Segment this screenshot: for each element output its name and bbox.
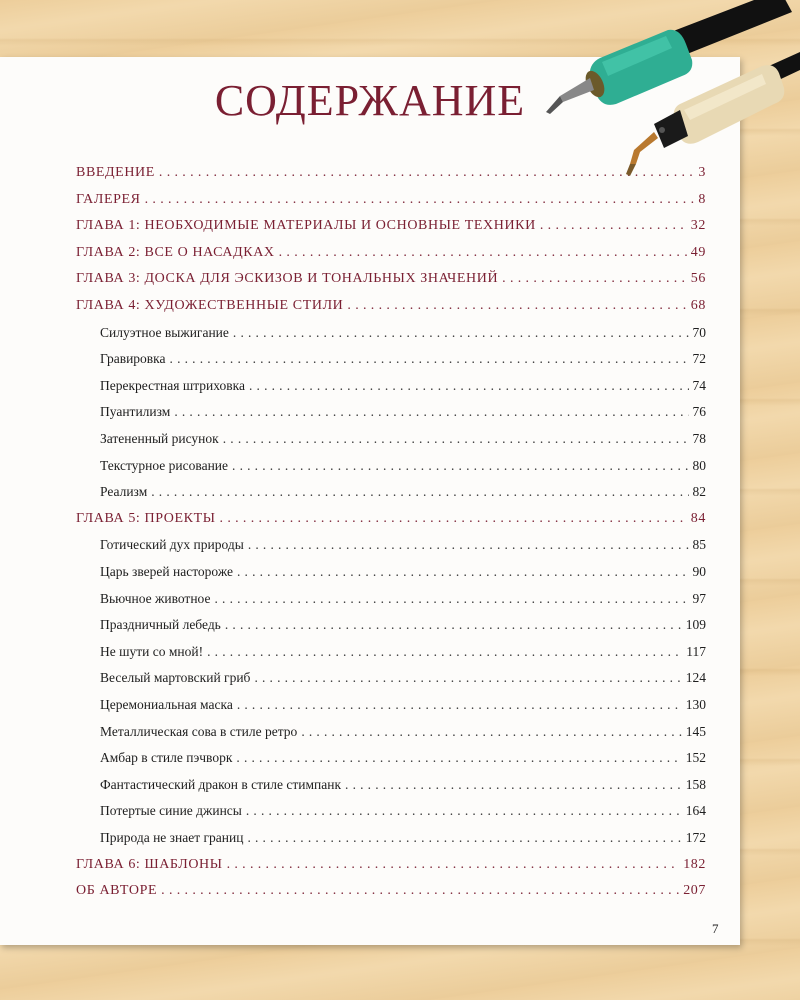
toc-entry-page: 80 bbox=[692, 457, 706, 473]
toc-entry-page: 117 bbox=[686, 643, 706, 659]
toc-section-entry[interactable] bbox=[100, 322, 706, 344]
dot-leader bbox=[214, 588, 688, 610]
toc-entry-page: 74 bbox=[692, 377, 706, 393]
toc-section-entry[interactable] bbox=[100, 614, 706, 636]
toc-entry-label: Металлическая сова в стиле ретро bbox=[100, 723, 298, 739]
toc-entry-label: Церемониальная маска bbox=[100, 697, 233, 712]
toc-entry-label: Царь зверей настороже bbox=[100, 564, 233, 579]
toc-entry-label: Потертые синие джинсы bbox=[100, 803, 242, 819]
toc-section-entry[interactable] bbox=[100, 800, 706, 822]
toc-entry-label: Текстурное рисование bbox=[100, 457, 229, 473]
dot-leader bbox=[347, 295, 686, 317]
toc-entry-label: ГЛАВА 4: ХУДОЖЕСТВЕННЫЕ СТИЛИ bbox=[76, 298, 344, 313]
toc-chapter-entry[interactable] bbox=[76, 242, 706, 264]
toc-entry-page: 90 bbox=[692, 564, 706, 579]
toc-entry-label: Фантастический дракон в стиле стимпанк bbox=[100, 776, 342, 792]
dot-leader bbox=[151, 481, 688, 503]
toc-entry-page: 3 bbox=[698, 165, 706, 180]
dot-leader bbox=[220, 508, 687, 530]
toc-section-entry[interactable] bbox=[100, 747, 706, 769]
toc-section-entry[interactable] bbox=[100, 588, 706, 610]
page-number: 7 bbox=[712, 921, 719, 936]
page-title: СОДЕРЖАНИЕ bbox=[214, 76, 526, 125]
toc-section-entry[interactable] bbox=[100, 667, 706, 689]
toc-entry-page: 152 bbox=[685, 750, 706, 766]
toc-entry-page: 70 bbox=[692, 324, 706, 340]
toc-entry-label: Затененный рисунок bbox=[100, 431, 219, 446]
toc-entry-page: 82 bbox=[692, 484, 706, 500]
toc-entry-label: Не шути со мной! bbox=[100, 643, 204, 659]
toc-entry-label: Природа не знает границ bbox=[100, 830, 244, 845]
toc-entry-page: 172 bbox=[685, 830, 706, 845]
toc-entry-label: ВВЕДЕНИЕ bbox=[76, 165, 155, 180]
toc-section-entry[interactable] bbox=[100, 827, 706, 849]
dot-leader bbox=[540, 215, 687, 237]
dot-leader bbox=[301, 721, 681, 743]
toc-section-entry[interactable] bbox=[100, 641, 706, 663]
toc-entry-page: 32 bbox=[690, 218, 706, 234]
dot-leader bbox=[247, 827, 681, 849]
toc-entry-label: ОБ АВТОРЕ bbox=[76, 883, 158, 899]
toc-entry-page: 130 bbox=[685, 697, 706, 712]
toc-entry-page: 182 bbox=[683, 856, 706, 872]
toc-entry-label: ГЛАВА 2: ВСЕ О НАСАДКАХ bbox=[76, 244, 275, 260]
dot-leader bbox=[237, 694, 682, 716]
toc-entry-page: 76 bbox=[692, 404, 706, 420]
woodburning-pens-illustration bbox=[530, 0, 800, 180]
toc-entry-label: Гравировка bbox=[100, 351, 166, 367]
toc-entry-page: 56 bbox=[690, 271, 706, 287]
dot-leader bbox=[170, 348, 689, 370]
toc-section-entry[interactable] bbox=[100, 348, 706, 370]
toc-entry-page: 68 bbox=[690, 298, 706, 313]
book-page bbox=[0, 57, 740, 945]
dot-leader bbox=[246, 800, 682, 822]
dot-leader bbox=[161, 880, 679, 902]
toc-entry-label: Реализм bbox=[100, 484, 148, 500]
toc-chapter-entry[interactable] bbox=[76, 880, 706, 902]
toc-entry-page: 124 bbox=[685, 670, 706, 686]
toc-section-entry[interactable] bbox=[100, 774, 706, 796]
toc-entry-page: 145 bbox=[685, 723, 706, 739]
dot-leader bbox=[279, 242, 687, 264]
dot-leader bbox=[227, 854, 680, 876]
toc-entry-page: 49 bbox=[690, 244, 706, 260]
toc-entry-page: 85 bbox=[692, 537, 706, 553]
toc-entry-page: 158 bbox=[685, 776, 706, 792]
toc-entry-page: 78 bbox=[692, 431, 706, 446]
dot-leader bbox=[233, 322, 689, 344]
dot-leader bbox=[236, 747, 681, 769]
toc-section-entry[interactable] bbox=[100, 481, 706, 503]
toc-section-entry[interactable] bbox=[100, 428, 706, 450]
toc-section-entry[interactable] bbox=[100, 401, 706, 423]
toc-entry-label: Вьючное животное bbox=[100, 590, 211, 606]
toc-section-entry[interactable] bbox=[100, 561, 706, 583]
toc-chapter-entry[interactable] bbox=[76, 508, 706, 530]
toc-section-entry[interactable] bbox=[100, 375, 706, 397]
toc-section-entry[interactable] bbox=[100, 455, 706, 477]
toc-chapter-entry[interactable] bbox=[76, 215, 706, 237]
dot-leader bbox=[174, 401, 688, 423]
toc-chapter-entry[interactable] bbox=[76, 854, 706, 876]
toc-chapter-entry[interactable] bbox=[76, 295, 706, 317]
toc-entry-page: 84 bbox=[690, 510, 706, 526]
dot-leader bbox=[254, 667, 681, 689]
dot-leader bbox=[223, 428, 689, 450]
toc-entry-label: Силуэтное выжигание bbox=[100, 324, 229, 340]
toc-entry-label: Готический дух природы bbox=[100, 537, 244, 553]
toc-entry-label: ГЛАВА 5: ПРОЕКТЫ bbox=[76, 510, 216, 526]
dot-leader bbox=[225, 614, 682, 636]
toc-entry-page: 97 bbox=[692, 590, 706, 606]
toc-entry-page: 109 bbox=[685, 617, 706, 633]
toc-entry-label: ГЛАВА 3: ДОСКА ДЛЯ ЭСКИЗОВ И ТОНАЛЬНЫХ ЗНАЧЕНИЙ bbox=[76, 271, 499, 287]
toc-entry-label: ГАЛЕРЕЯ bbox=[76, 191, 141, 207]
toc-chapter-entry[interactable] bbox=[76, 189, 706, 211]
toc-entry-page: 207 bbox=[683, 883, 706, 899]
dot-leader bbox=[345, 774, 682, 796]
toc-entry-label: Амбар в стиле пэчворк bbox=[100, 750, 233, 766]
toc-entry-label: Пуантилизм bbox=[100, 404, 171, 420]
dot-leader bbox=[145, 189, 695, 211]
toc-entry-label: Веселый мартовский гриб bbox=[100, 670, 251, 686]
toc-entry-label: ГЛАВА 1: НЕОБХОДИМЫЕ МАТЕРИАЛЫ И ОСНОВНЫЕ ТЕХНИКИ bbox=[76, 218, 536, 234]
dot-leader bbox=[207, 641, 682, 663]
toc-entry-label: ГЛАВА 6: ШАБЛОНЫ bbox=[76, 856, 223, 872]
toc-section-entry[interactable] bbox=[100, 694, 706, 716]
dot-leader bbox=[237, 561, 689, 583]
dot-leader bbox=[232, 455, 688, 477]
toc-entry-page: 164 bbox=[685, 803, 706, 819]
toc-section-entry[interactable] bbox=[100, 534, 706, 556]
toc-section-entry[interactable] bbox=[100, 721, 706, 743]
toc-entry-label: Праздничный лебедь bbox=[100, 617, 221, 633]
toc-entry-page: 8 bbox=[698, 191, 706, 207]
toc-chapter-entry[interactable] bbox=[76, 268, 706, 290]
toc-entry-label: Перекрестная штриховка bbox=[100, 377, 245, 393]
dot-leader bbox=[502, 268, 687, 290]
toc-entry-page: 72 bbox=[692, 351, 706, 367]
dot-leader bbox=[249, 375, 689, 397]
dot-leader bbox=[248, 534, 689, 556]
